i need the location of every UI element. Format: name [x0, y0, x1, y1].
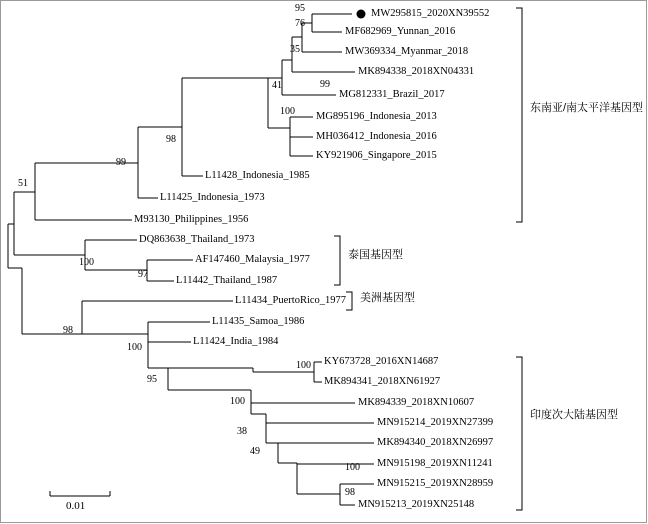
clade-bracket-thailand	[334, 236, 340, 285]
tip-label: AF147460_Malaysia_1977	[195, 254, 310, 265]
tip-label: MK894338_2018XN04331	[358, 66, 475, 77]
bootstrap-value: 100	[345, 462, 360, 473]
tip-label: MG895196_Indonesia_2013	[316, 111, 437, 122]
clade-label-thailand: 泰国基因型	[348, 249, 403, 261]
tip-label: L11424_India_1984	[193, 336, 279, 347]
bootstrap-value: 99	[320, 79, 330, 90]
tip-label: M93130_Philippines_1956	[134, 214, 249, 225]
bootstrap-value: 38	[237, 426, 247, 437]
tip-label: MK894341_2018XN61927	[324, 376, 441, 387]
tip-label: KY673728_2016XN14687	[324, 356, 439, 367]
bootstrap-value: 49	[250, 446, 260, 457]
bootstrap-value: 100	[230, 396, 245, 407]
bootstrap-value: 95	[295, 3, 305, 14]
bootstrap-value: 98	[63, 325, 73, 336]
tip-label: MK894340_2018XN26997	[377, 437, 494, 448]
clade-label-indian-subcontinent: 印度次大陆基因型	[530, 409, 618, 421]
tip-label: L11428_Indonesia_1985	[205, 170, 310, 181]
tip-label: L11434_PuertoRico_1977	[235, 295, 347, 306]
tip-label: MG812331_Brazil_2017	[339, 89, 445, 100]
bootstrap-value: 41	[272, 80, 282, 91]
tip-label: MN915215_2019XN28959	[377, 478, 494, 489]
scale-bar-label: 0.01	[66, 500, 86, 512]
tip-label: MF682969_Yunnan_2016	[345, 26, 456, 37]
tip-label: L11425_Indonesia_1973	[160, 192, 265, 203]
tip-label: MN915198_2019XN11241	[377, 458, 493, 469]
bootstrap-value: 97	[138, 269, 148, 280]
tip-label: MK894339_2018XN10607	[358, 397, 475, 408]
bootstrap-value: 98	[166, 134, 176, 145]
bootstrap-value: 98	[345, 487, 355, 498]
bootstrap-value: 100	[280, 106, 295, 117]
clade-bracket-indian-subcontinent	[516, 357, 522, 510]
bootstrap-value: 100	[296, 360, 311, 371]
bootstrap-value: 51	[18, 178, 28, 189]
bootstrap-value: 95	[147, 374, 157, 385]
bootstrap-value: 100	[79, 257, 94, 268]
clade-label-southeast-asia-south-pacific: 东南亚/南太平洋基因型	[530, 102, 644, 114]
bootstrap-value: 76	[295, 18, 305, 29]
tip-label: KY921906_Singapore_2015	[316, 150, 437, 161]
tip-label: L11435_Samoa_1986	[212, 316, 305, 327]
bootstrap-value: 35	[290, 44, 300, 55]
tip-label: MN915213_2019XN25148	[358, 499, 475, 510]
clade-bracket-americas	[346, 292, 352, 310]
bootstrap-value: 100	[127, 342, 142, 353]
tip-label: MN915214_2019XN27399	[377, 417, 494, 428]
clade-label-americas: 美洲基因型	[360, 292, 415, 304]
bootstrap-value: 99	[116, 157, 126, 168]
tip-label: MH036412_Indonesia_2016	[316, 131, 437, 142]
highlighted-taxon-marker	[357, 10, 366, 19]
clade-bracket-southeast-asia	[516, 8, 522, 222]
tip-label: DQ863638_Thailand_1973	[139, 234, 255, 245]
tip-label: MW295815_2020XN39552	[371, 8, 490, 19]
tip-label: L11442_Thailand_1987	[176, 275, 278, 286]
tip-label: MW369334_Myanmar_2018	[345, 46, 469, 57]
scale-bar	[50, 491, 110, 496]
